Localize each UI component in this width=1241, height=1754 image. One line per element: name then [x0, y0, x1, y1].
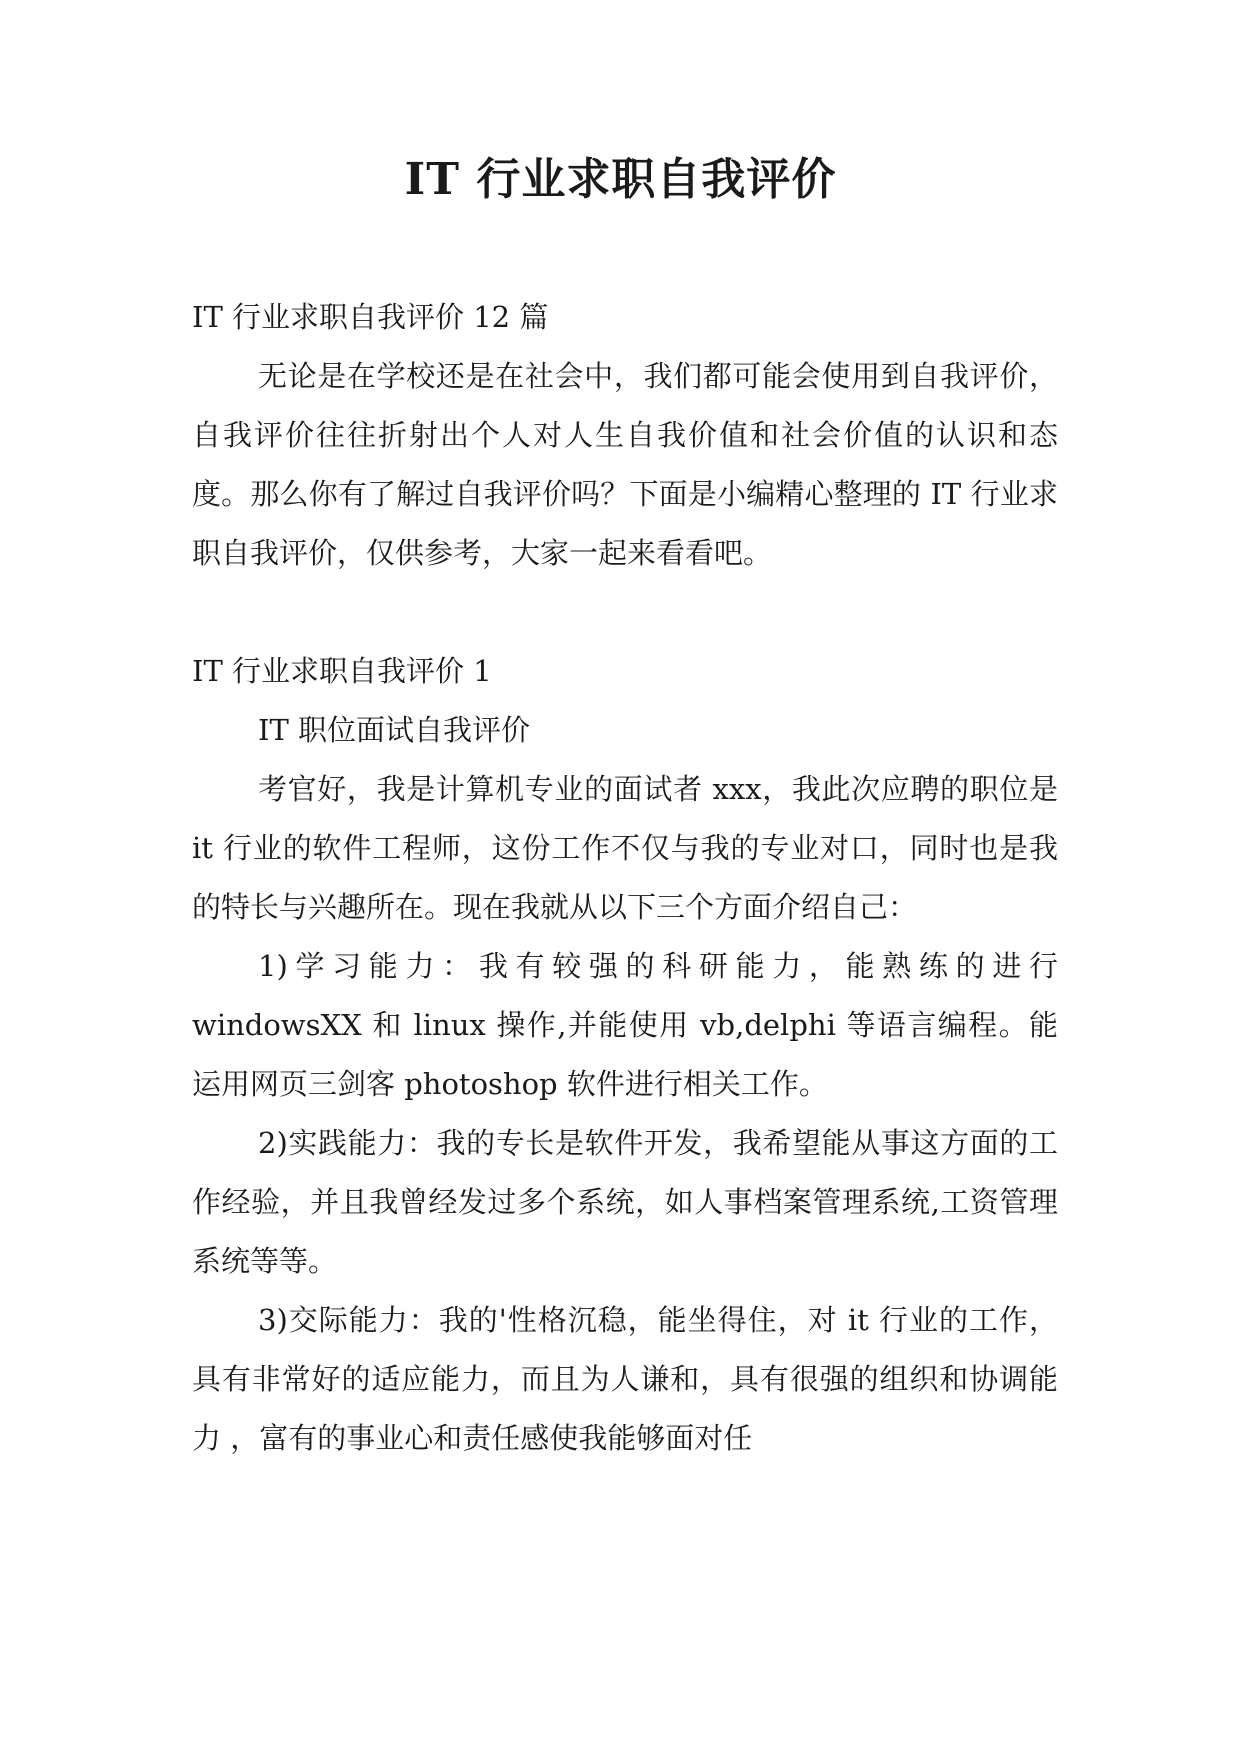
paragraph-spacer	[192, 583, 1058, 642]
body-paragraph: 1)学习能力：我有较强的科研能力，能熟练的进行 windowsXX 和 linux 操作,并能使用 vb,delphi 等语言编程。能运用网页三剑客 photoshop 软件进行相关工作。	[192, 949, 1058, 1101]
document-body	[192, 288, 1058, 1468]
body-paragraph: 3)交际能力：我的'性格沉稳，能坐得住，对 it 行业的工作，具有非常好的适应能力，而且为人谦和，具有很强的组织和协调能力 ，富有的事业心和责任感使我能够面对任	[192, 1303, 1058, 1455]
section-subheading: IT 职位面试自我评价	[258, 713, 531, 747]
intro-paragraph: 无论是在学校还是在社会中，我们都可能会使用到自我评价，自我评价往往折射出个人对人生自我价值和社会价值的认识和态度。那么你有了解过自我评价吗？下面是小编精心整理的 IT 行业求职自我评价，仅供参考，大家一起来看看吧。	[192, 359, 1058, 570]
document-subtitle: IT 行业求职自我评价 12 篇	[192, 300, 549, 334]
section-heading: IT 行业求职自我评价 1	[192, 654, 492, 688]
body-paragraph: 考官好，我是计算机专业的面试者 xxx，我此次应聘的职位是 it 行业的软件工程师，这份工作不仅与我的专业对口，同时也是我的特长与兴趣所在。现在我就从以下三个方面介绍自己：	[192, 772, 1058, 924]
document-title: IT 行业求职自我评价	[404, 154, 837, 205]
body-paragraph: 2)实践能力：我的专长是软件开发，我希望能从事这方面的工作经验，并且我曾经发过多个系统，如人事档案管理系统,工资管理系统等等。	[192, 1126, 1058, 1278]
